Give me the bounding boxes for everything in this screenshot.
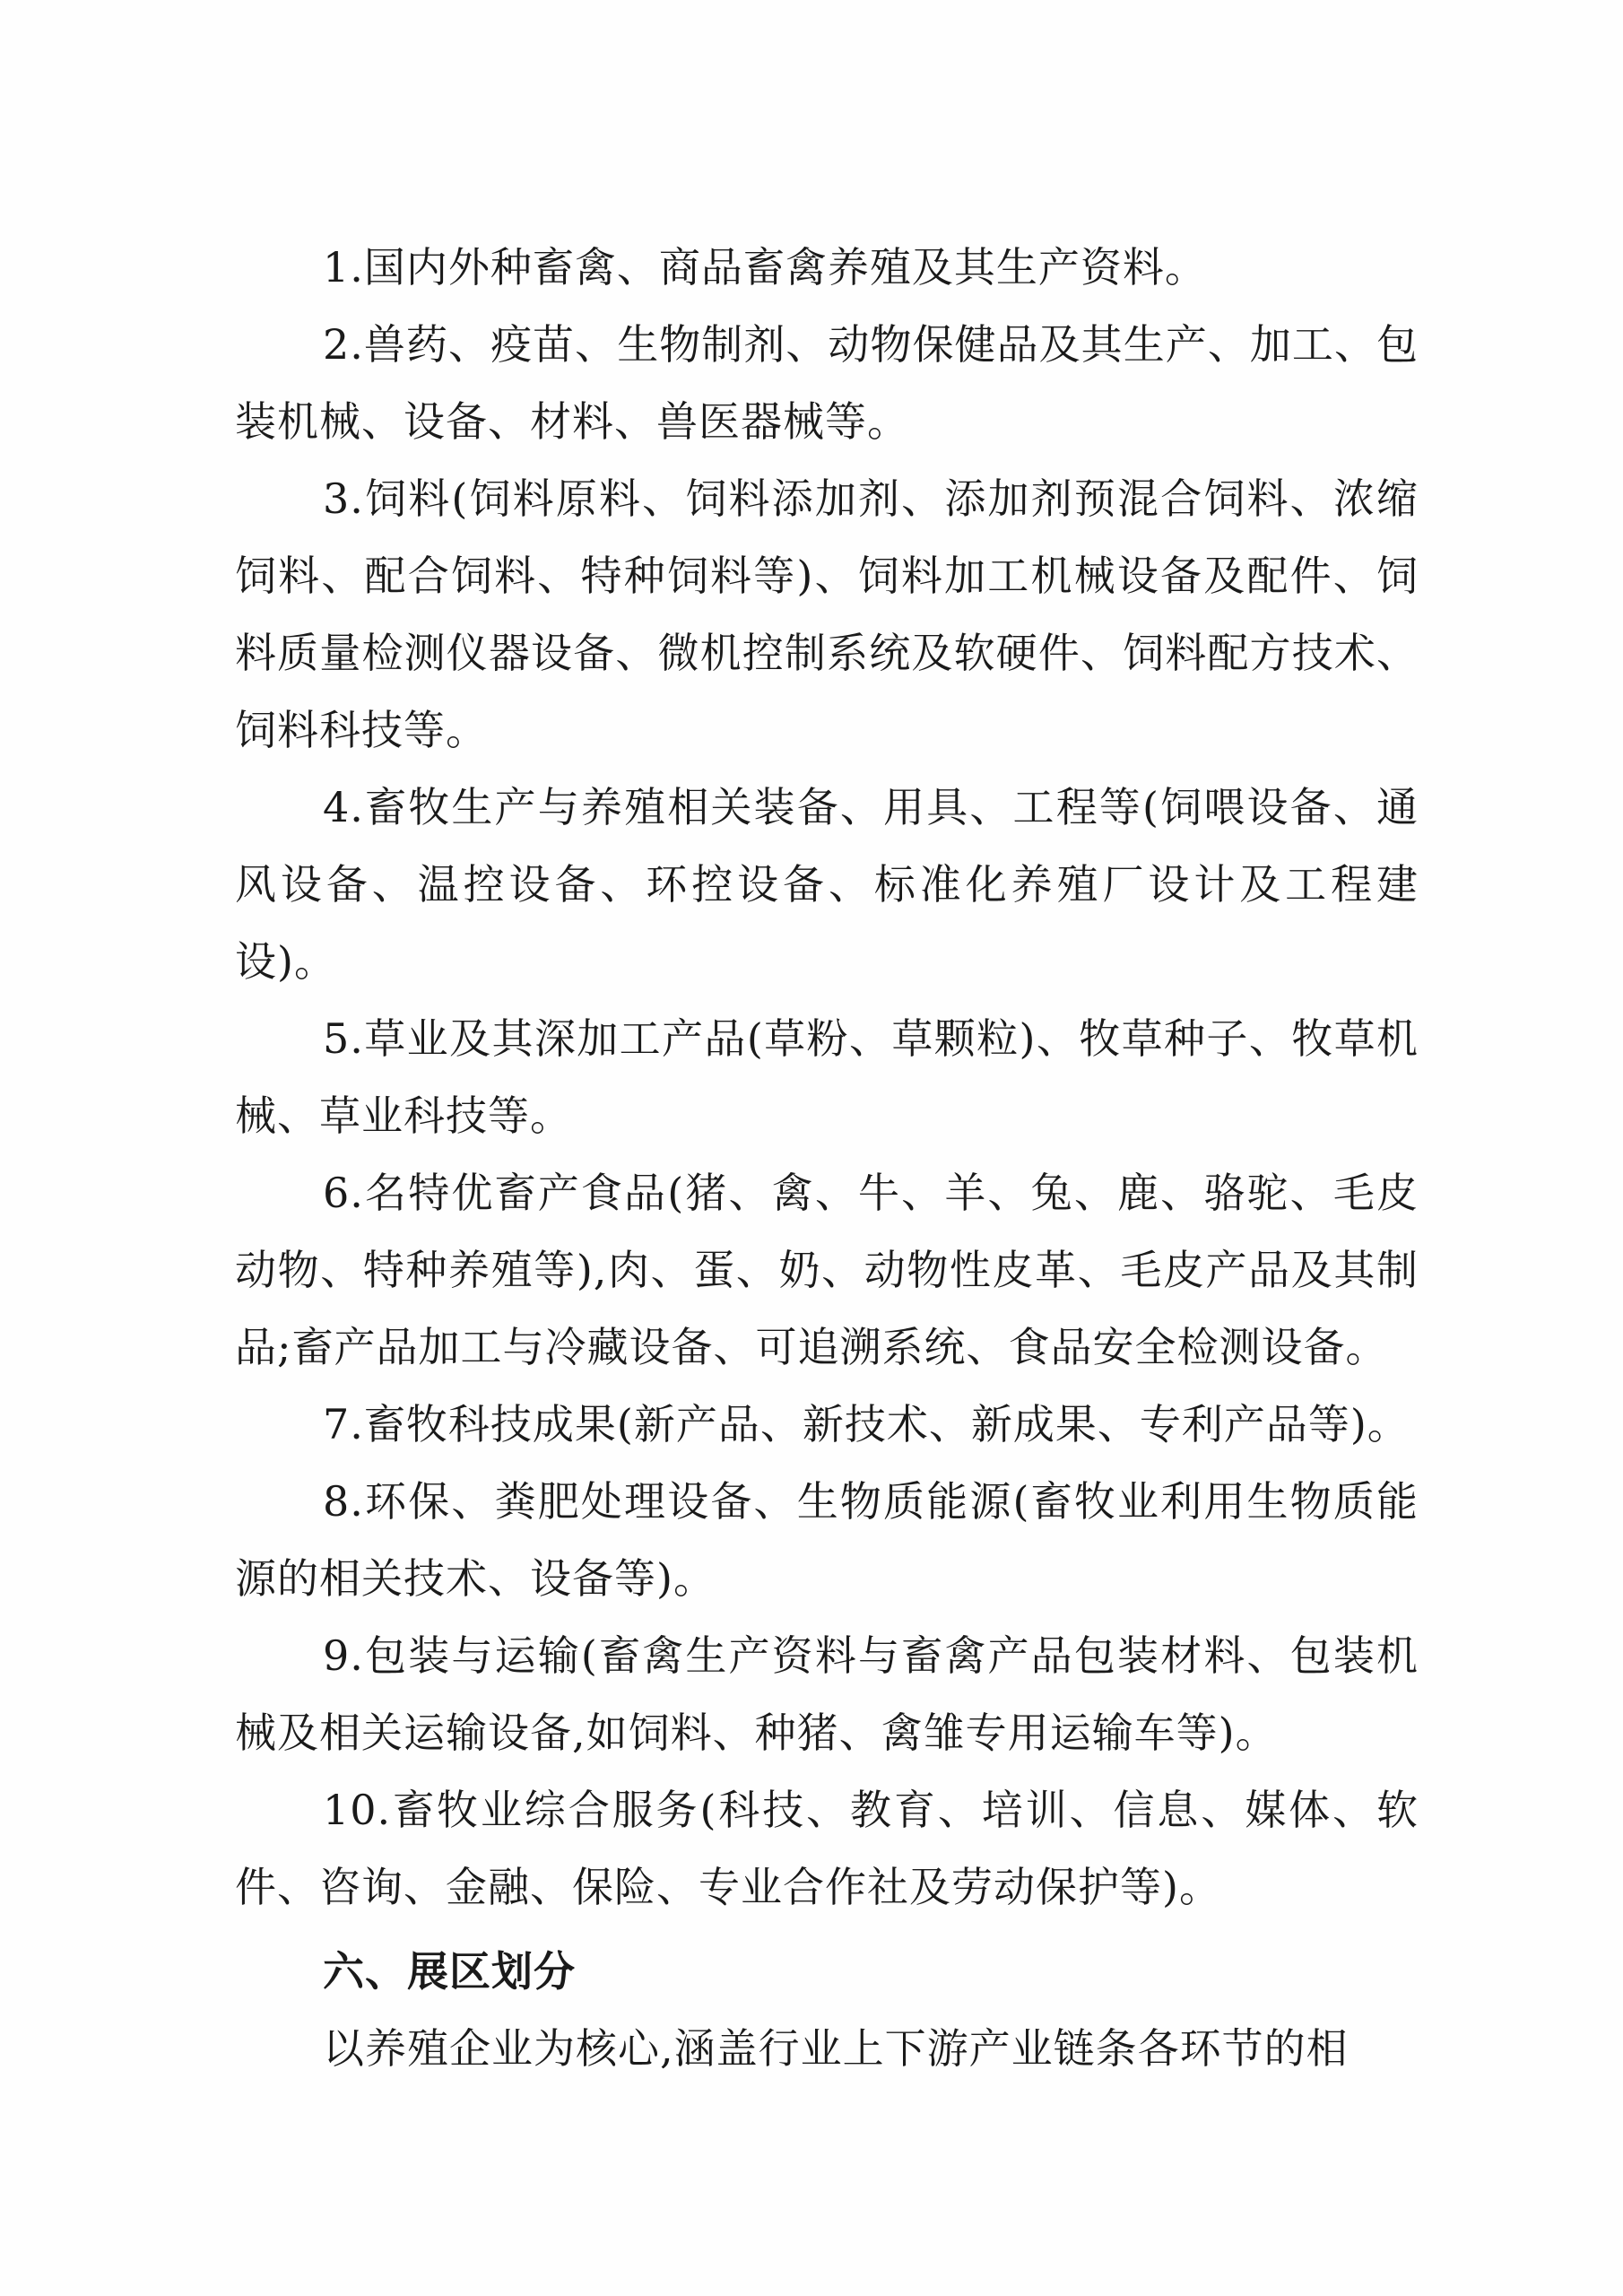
list-item-8: 8.环保、粪肥处理设备、生物质能源(畜牧业利用生物质能源的相关技术、设备等)。 xyxy=(235,1477,1419,1603)
document-body xyxy=(235,229,1419,2087)
list-item-3: 3.饲料(饲料原料、饲料添加剂、添加剂预混合饲料、浓缩饲料、配合饲料、特种饲料等)、饲料加工机械设备及配件、饲料质量检测仪器设备、微机控制系统及软硬件、饲料配方技术、饲料科技等。 xyxy=(235,474,1419,754)
list-item-5: 5.草业及其深加工产品(草粉、草颗粒)、牧草种子、牧草机械、草业科技等。 xyxy=(235,1014,1419,1140)
section-heading: 六、展区划分 xyxy=(323,1947,576,1996)
list-item-1: 1.国内外种畜禽、商品畜禽养殖及其生产资料。 xyxy=(323,243,1207,291)
list-item-4: 4.畜牧生产与养殖相关装备、用具、工程等(饲喂设备、通风设备、温控设备、环控设备、标准化养殖厂设计及工程建设)。 xyxy=(235,783,1419,986)
list-item-9: 9.包装与运输(畜禽生产资料与畜禽产品包装材料、包装机械及相关运输设备,如饲料、种猪、禽雏专用运输车等)。 xyxy=(235,1631,1419,1757)
list-item-10: 10.畜牧业综合服务(科技、教育、培训、信息、媒体、软件、咨询、金融、保险、专业合作社及劳动保护等)。 xyxy=(235,1786,1419,1911)
section-paragraph: 以养殖企业为核心,涵盖行业上下游产业链条各环节的相 xyxy=(323,2024,1349,2073)
list-item-7: 7.畜牧科技成果(新产品、新技术、新成果、专利产品等)。 xyxy=(323,1400,1410,1448)
list-item-6: 6.名特优畜产食品(猪、禽、牛、羊、兔、鹿、骆驼、毛皮动物、特种养殖等),肉、蛋、奶、动物性皮革、毛皮产品及其制品;畜产品加工与冷藏设备、可追溯系统、食品安全检测设备。 xyxy=(235,1169,1419,1371)
list-item-2: 2.兽药、疫苗、生物制剂、动物保健品及其生产、加工、包装机械、设备、材料、兽医器械等。 xyxy=(235,320,1419,446)
